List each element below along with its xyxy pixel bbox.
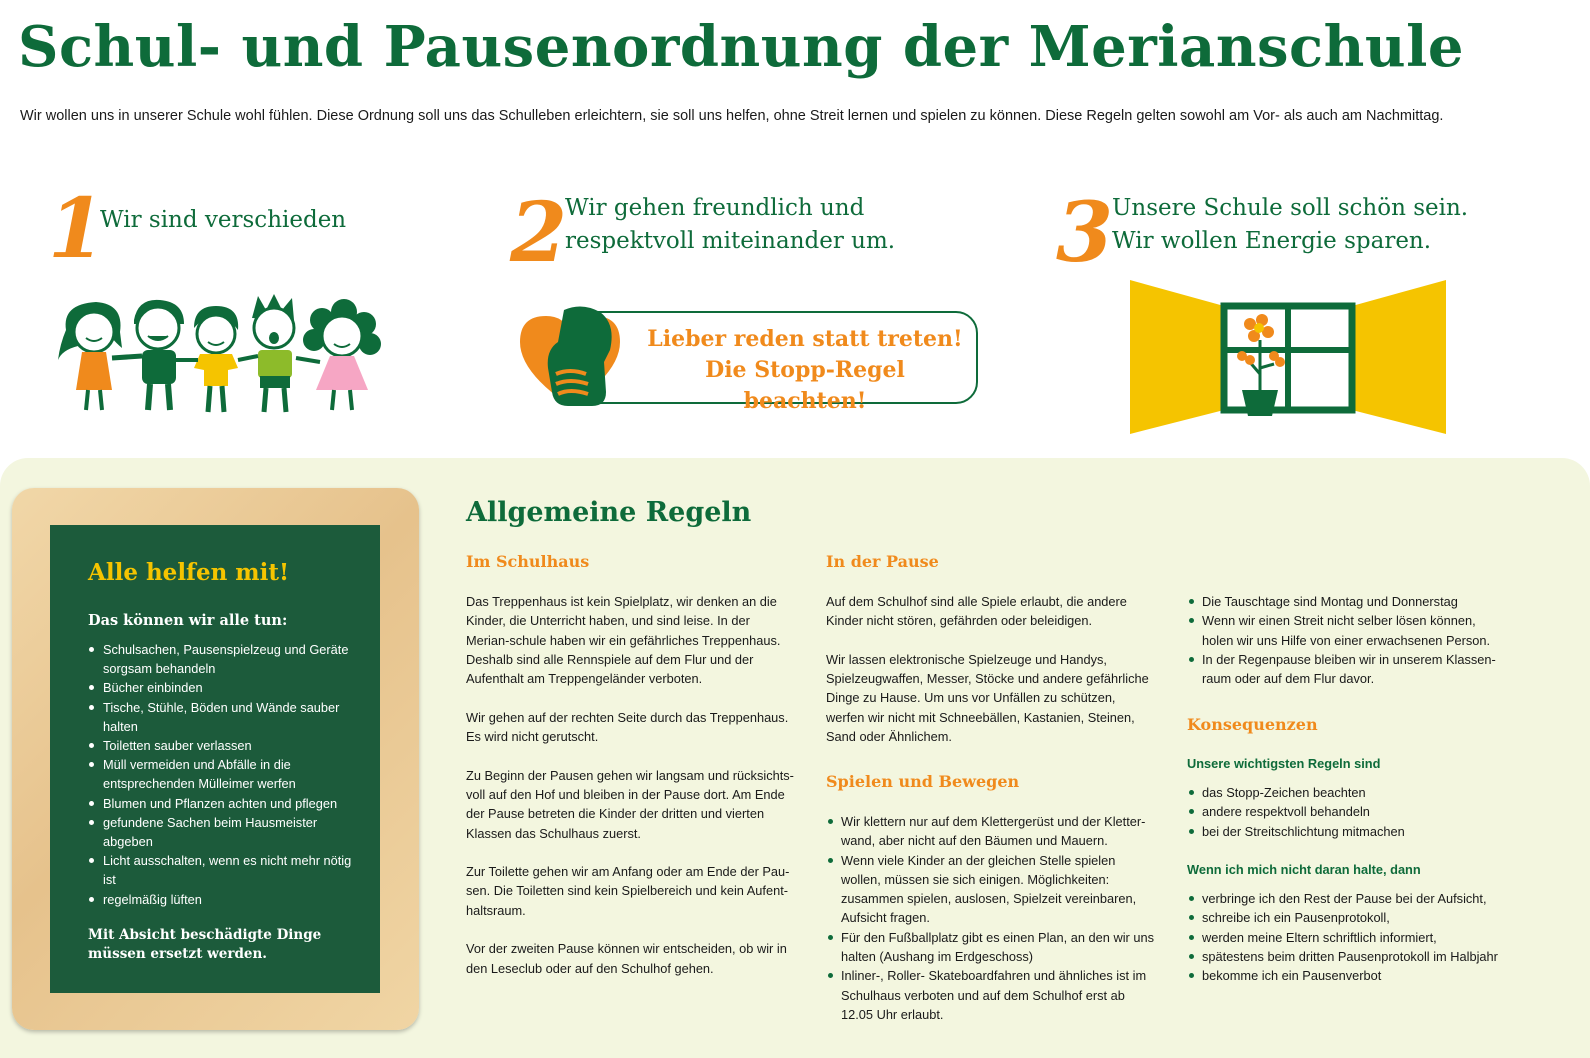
section-title-schulhaus: Im Schulhaus <box>466 552 590 571</box>
section-title-konsequenzen: Konsequenzen <box>1187 715 1318 734</box>
schulhaus-paragraph: Zur Toilette gehen wir am Anfang oder am Ende der Pau-sen. Die Toiletten sind kein Spielbereich und kein Aufent-haltsraum. <box>466 864 790 918</box>
board-list-item: gefundene Sachen beim Hausmeister abgeben <box>88 813 362 851</box>
board-subtitle: Das können wir alle tun: <box>88 612 288 629</box>
intro-text: Wir wollen uns in unserer Schule wohl fühlen. Diese Ordnung soll uns das Schulleben erleichtern, sie soll uns helfen, ohne Streit lernen und spielen zu können. Diese Regeln gelten sowohl am Vor- als auch am Nachmittag. <box>20 108 1444 124</box>
general-rules-heading: Allgemeine Regeln <box>466 497 752 528</box>
rule-number-2: 2 <box>510 185 568 281</box>
rule-text-3: Unsere Schule soll schön sein. Wir wollen Energie sparen. <box>1112 195 1469 254</box>
spielen-list-item: Wenn viele Kinder an der gleichen Stelle spielen wollen, müssen sie sich einigen. Möglichkeiten: zusammen spielen, auslosen, Spielzeit vereinbaren, Aufsicht fragen. <box>826 851 1156 928</box>
board-title: Alle helfen mit! <box>88 559 290 586</box>
board-list <box>88 640 362 909</box>
rule-text-2: Wir gehen freundlich und respektvoll miteinander um. <box>565 195 896 254</box>
konsequenzen-list-1 <box>1187 783 1507 841</box>
pause-paragraph: Auf dem Schulhof sind alle Spiele erlaubt, die andere Kinder nicht stören, gefährden oder beleidigen. <box>826 594 1127 629</box>
konsequenzen-subheading-1: Unsere wichtigsten Regeln sind <box>1187 756 1381 771</box>
rule-text-1: Wir sind verschieden <box>100 207 347 233</box>
heart-hand-icon <box>508 302 638 414</box>
spielen-list <box>826 812 1156 1024</box>
kid-4-figure <box>238 294 294 412</box>
board-list-item: Müll vermeiden und Abfälle in die entsprechenden Mülleimer werfen <box>88 755 362 793</box>
konsequenzen-subheading-2: Wenn ich mich nicht daran halte, dann <box>1187 862 1421 877</box>
pause-list-item: In der Regenpause bleiben wir in unserem Klassen-raum oder auf dem Flur davor. <box>1187 650 1507 689</box>
page-title: Schul- und Pausenordnung der Merianschule <box>18 14 1464 80</box>
konsequenzen-list-item: verbringe ich den Rest der Pause bei der Aufsicht, <box>1187 889 1507 908</box>
spielen-list-item: Inliner-, Roller- Skateboardfahren und ähnliches ist im Schulhaus verboten und auf dem Schulhof erst ab 12.05 Uhr erlaubt. <box>826 966 1156 1024</box>
section-title-spielen: Spielen und Bewegen <box>826 772 1020 791</box>
pause-paragraph: Wir lassen elektronische Spielzeuge und Handys, Spielzeugwaffen, Messer, Stöcke und andere gefährliche Dinge zu Hause. Um uns vor Unfällen zu schützen, werfen wir nicht mit Schneebällen, Kastanien, Steinen, Sand oder Ähnlichem. <box>826 651 1149 745</box>
konsequenzen-list-item: bei der Streitschlichtung mitmachen <box>1187 822 1507 841</box>
schulhaus-text <box>466 592 796 997</box>
rule-number-1: 1 <box>48 181 106 277</box>
pause-list-item: Die Tauschtage sind Montag und Donnerstag <box>1187 592 1507 611</box>
kid-2-figure <box>112 300 184 410</box>
board-list-item: Bücher einbinden <box>88 678 362 697</box>
konsequenzen-list-item: bekomme ich ein Pausenverbot <box>1187 966 1507 985</box>
stopp-callout-text <box>640 324 970 417</box>
kid-3-figure <box>176 306 238 412</box>
board-list-item: Tische, Stühle, Böden und Wände sauber halten <box>88 698 362 736</box>
schulhaus-paragraph: Zu Beginn der Pausen gehen wir langsam und rücksichts-voll auf den Hof und bleiben in der Pause dort. Am Ende der Pause betreten die Kinder der dritten und vierten Klassen das Schulhaus zuerst. <box>466 767 794 841</box>
board-list-item: Licht ausschalten, wenn es nicht mehr nötig ist <box>88 851 362 889</box>
spielen-list-item: Wir klettern nur auf dem Klettergerüst und der Kletter-wand, aber nicht auf den Bäumen und Mauern. <box>826 812 1156 851</box>
konsequenzen-list-2 <box>1187 889 1507 985</box>
stopp-line-2: Die Stopp-Regel beachten! <box>705 357 905 414</box>
schulhaus-paragraph: Wir gehen auf der rechten Seite durch das Treppenhaus. Es wird nicht gerutscht. <box>466 709 789 745</box>
schulhaus-paragraph: Das Treppenhaus ist kein Spielplatz, wir denken an die Kinder, die Unterricht haben, und sind leise. In der Merian-schule haben wir ein gefährliches Treppenhaus. Deshalb sind alle Rennspiele auf dem Flur und der Aufenthalt am Treppengeländer verboten. <box>466 594 781 687</box>
konsequenzen-list-item: das Stopp-Zeichen beachten <box>1187 783 1507 802</box>
chalkboard <box>50 525 380 993</box>
board-list-item: Blumen und Pflanzen achten und pflegen <box>88 794 362 813</box>
board-footer: Mit Absicht beschädigte Dinge müssen ersetzt werden. <box>88 926 322 962</box>
konsequenzen-list-item: schreibe ich ein Pausenprotokoll, <box>1187 908 1507 927</box>
konsequenzen-list-item: spätestens beim dritten Pausenprotokoll im Halbjahr <box>1187 947 1507 966</box>
pause-list-continued <box>1187 592 1507 688</box>
pause-text <box>826 592 1154 766</box>
section-title-pause: In der Pause <box>826 552 939 571</box>
board-list-item: regelmäßig lüften <box>88 890 362 909</box>
kid-5-figure <box>296 299 381 410</box>
stopp-line-1: Lieber reden statt treten! <box>647 326 963 352</box>
rule-number-3: 3 <box>1056 185 1114 281</box>
konsequenzen-list-item: werden meine Eltern schriftlich informiert, <box>1187 928 1507 947</box>
konsequenzen-list-item: andere respektvoll behandeln <box>1187 802 1507 821</box>
pause-list-item: Wenn wir einen Streit nicht selber lösen können, holen wir uns Hilfe von einer erwachsenen Person. <box>1187 611 1507 650</box>
children-illustration <box>52 290 382 420</box>
window-illustration <box>1128 278 1448 438</box>
board-list-item: Toiletten sauber verlassen <box>88 736 362 755</box>
board-list-item: Schulsachen, Pausenspielzeug und Geräte sorgsam behandeln <box>88 640 362 678</box>
schulhaus-paragraph: Vor der zweiten Pause können wir entscheiden, ob wir in den Leseclub oder auf den Schulhof gehen. <box>466 941 787 976</box>
spielen-list-item: Für den Fußballplatz gibt es einen Plan, an den wir uns halten (Aushang im Erdgeschoss) <box>826 928 1156 967</box>
